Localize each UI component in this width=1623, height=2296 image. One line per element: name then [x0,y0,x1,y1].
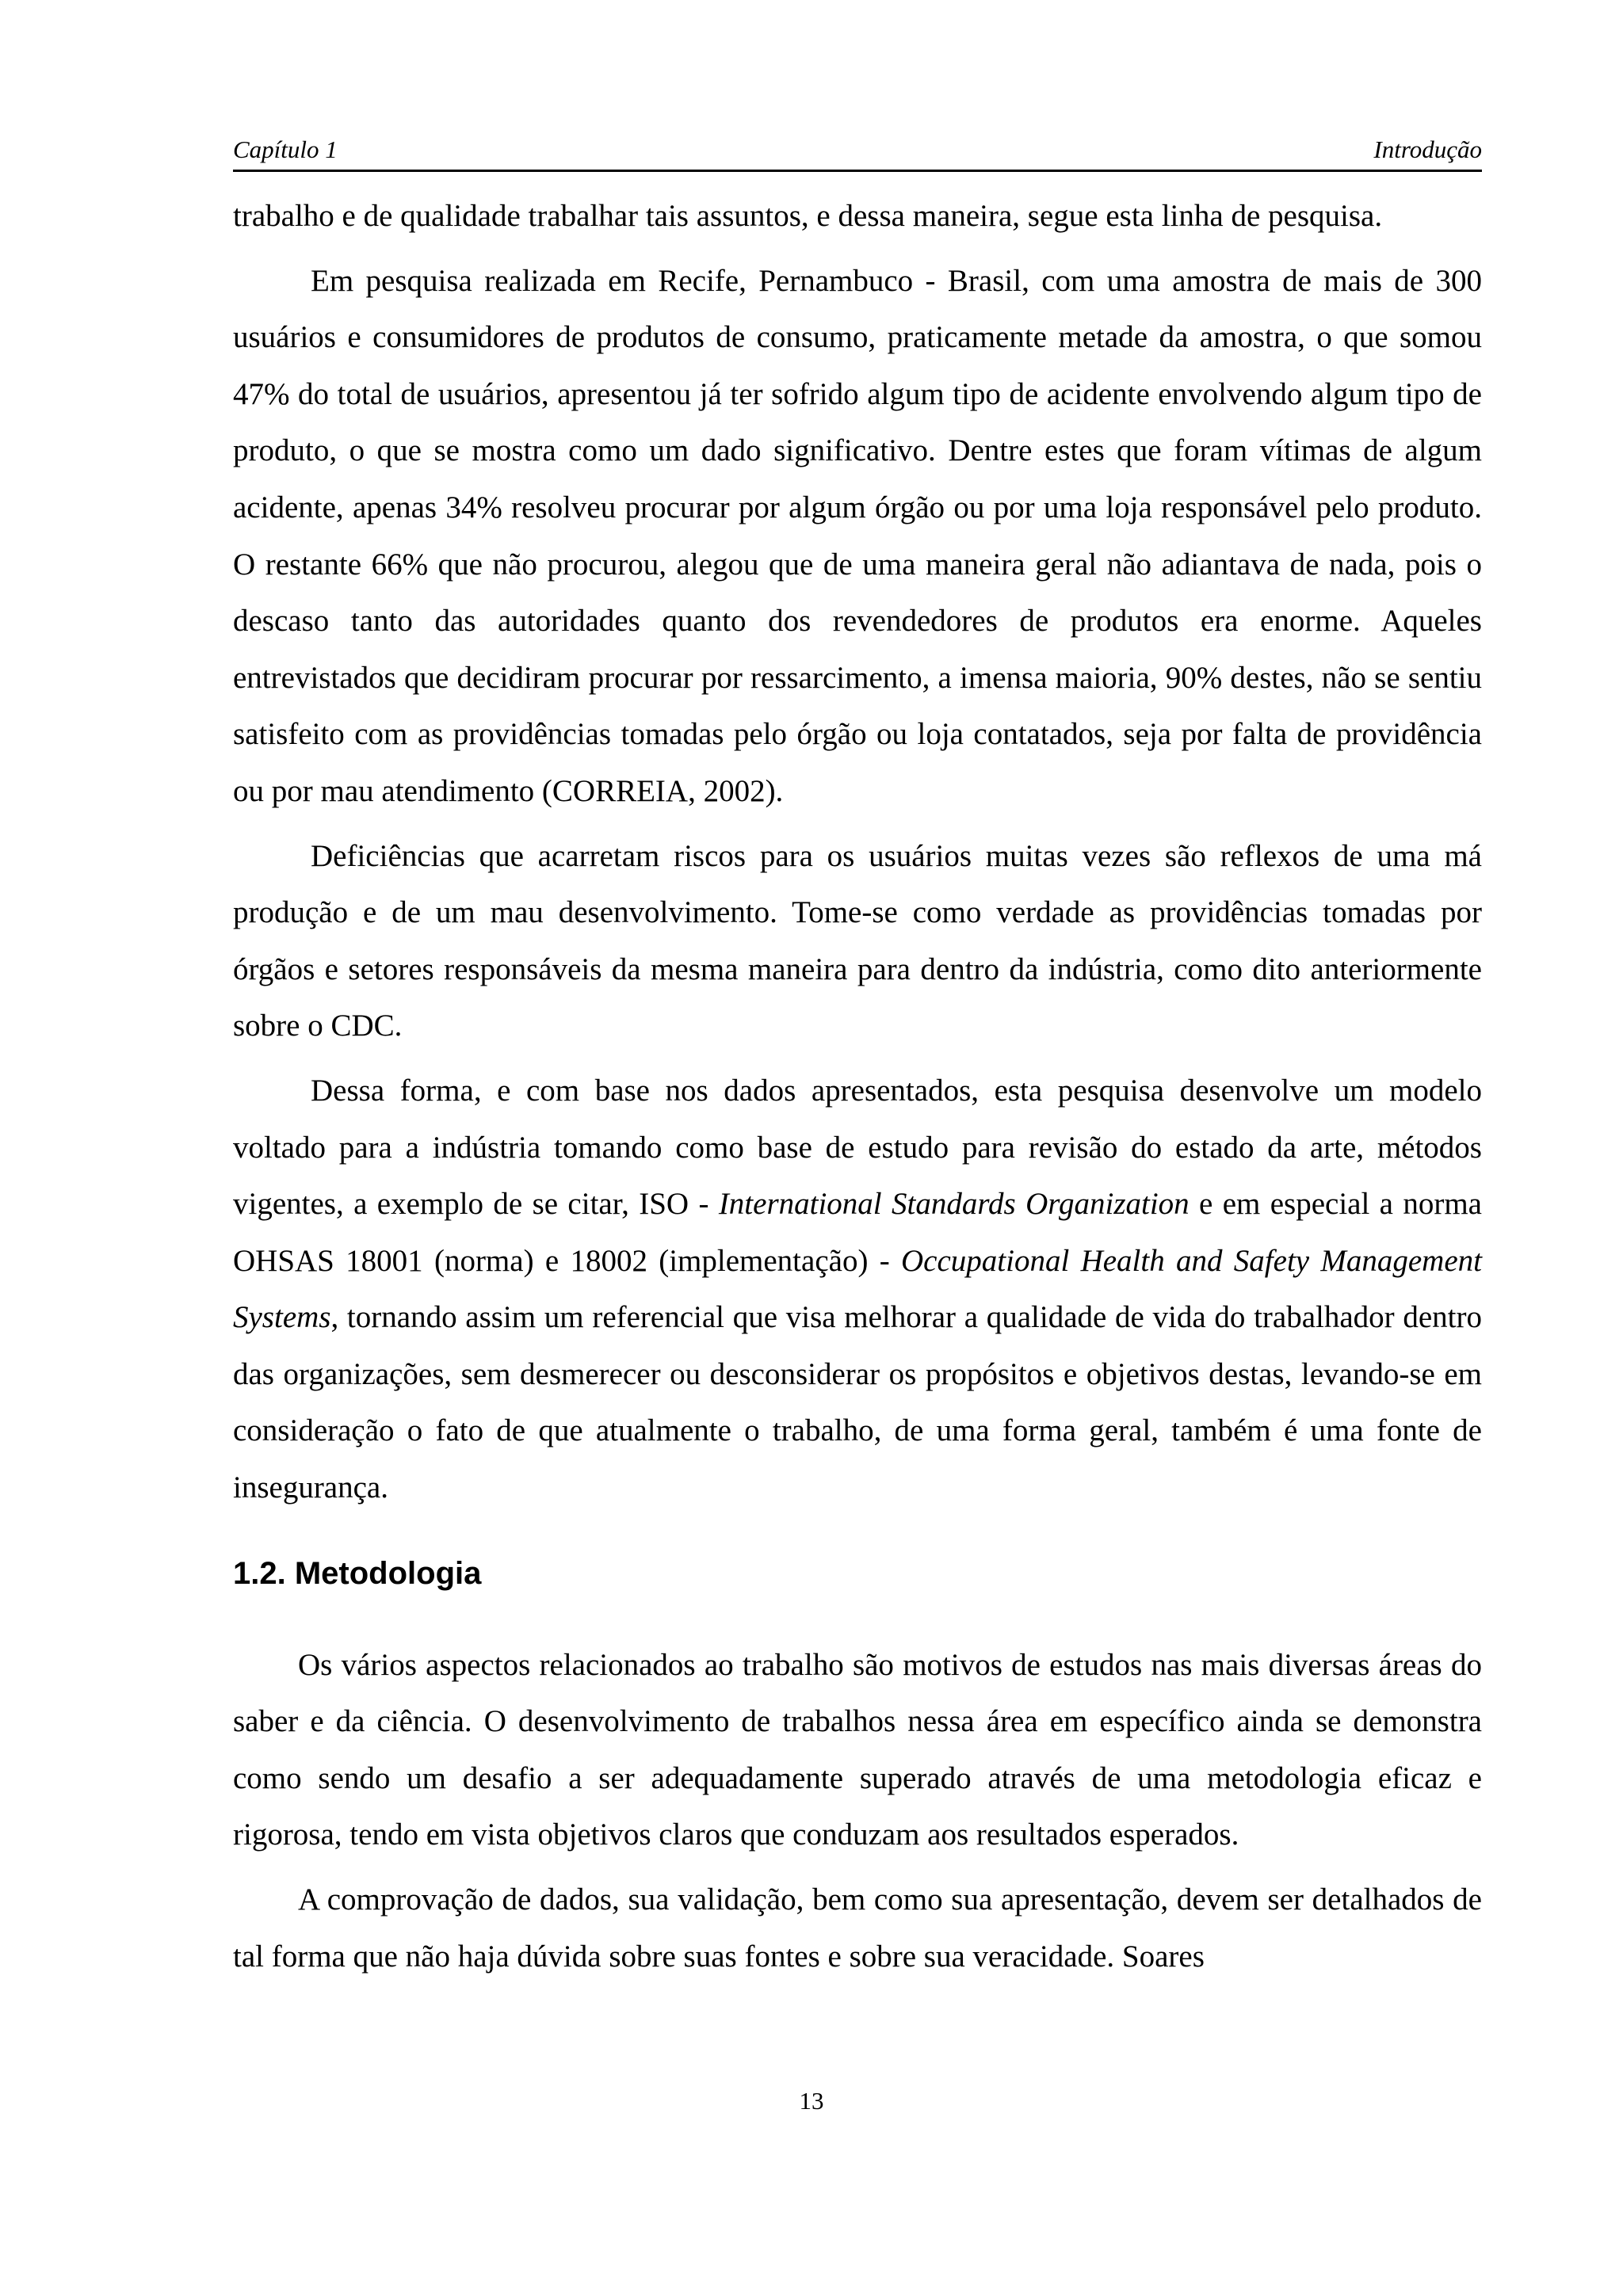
body-text [233,188,1482,1985]
paragraph-model-text-2: e em especial a norma OHSAS 18001 (norma) e 18002 (implementação) - [233,1187,1482,1278]
paragraph-aspects: Os vários aspectos relacionados ao trabalho são motivos de estudos nas mais diversas áreas do saber e da ciência. O desenvolvimento de trabalhos nessa área em específico ainda se demonstra como sendo um desafio a ser adequadamente superado através de uma metodologia eficaz e rigorosa, tendo em vista objetivos claros que conduzam aos resultados esperados. [233,1647,1482,1852]
section-label: Introdução [1373,135,1482,163]
paragraph-model-italic-ohsas: Occupational Health and Safety Management Systems [233,1243,1482,1335]
paragraph-model-text-1: Dessa forma, e com base nos dados apresentados, esta pesquisa desenvolve um modelo voltado para a indústria tomando como base de estudo para revisão do estado da arte, métodos vigentes, a exemplo de se citar, ISO - [233,1073,1482,1222]
paragraph-model-italic-iso: International Standards Organization [718,1187,1190,1222]
paragraph-model [233,1062,1482,1516]
paragraph-model-text-3: , tornando assim um referencial que visa melhorar a qualidade de vida do trabalhador dentro das organizações, sem desmerecer ou desconsiderar os propósitos e objetivos destas, levando-se em consideração o fato de que atualmente o trabalho, de uma forma geral, também é uma fonte de insegurança. [233,1300,1482,1505]
paragraph-continuation: trabalho e de qualidade trabalhar tais assuntos, e dessa maneira, segue esta linha de pesquisa. [233,199,1383,233]
page-header [233,132,1482,172]
paragraph-deficiencies: Deficiências que acarretam riscos para os usuários muitas vezes são reflexos de uma má produção e de um mau desenvolvimento. Tome-se como verdade as providências tomadas por órgãos e setores responsáveis da mesma maneira para dentro da indústria, como dito anteriormente sobre o CDC. [233,838,1482,1043]
section-heading-metodologia: 1.2. Metodologia [233,1555,482,1591]
paragraph-validation: A comprovação de dados, sua validação, bem como sua apresentação, devem ser detalhados de tal forma que não haja dúvida sobre suas fontes e sobre sua veracidade. Soares [233,1882,1482,1974]
chapter-label: Capítulo 1 [233,135,338,163]
paragraph-recife-survey: Em pesquisa realizada em Recife, Pernambuco - Brasil, com uma amostra de mais de 300 usuários e consumidores de produtos de consumo, praticamente metade da amostra, o que somou 47% do total de usuários, apresentou já ter sofrido algum tipo de acidente envolvendo algum tipo de produto, o que se mostra como um dado significativo. Dentre estes que foram vítimas de algum acidente, apenas 34% resolveu procurar por algum órgão ou por uma loja responsável pelo produto. O restante 66% que não procurou, alegou que de uma maneira geral não adiantava de nada, pois o descaso tanto das autoridades quanto dos revendedores de produtos era enorme. Aqueles entrevistados que decidiram procurar por ressarcimento, a imensa maioria, 90% destes, não se sentiu satisfeito com as providências tomadas pelo órgão ou loja contatados, seja por falta de providência ou por mau atendimento (CORREIA, 2002). [233,263,1482,808]
page-number: 13 [799,2087,824,2115]
